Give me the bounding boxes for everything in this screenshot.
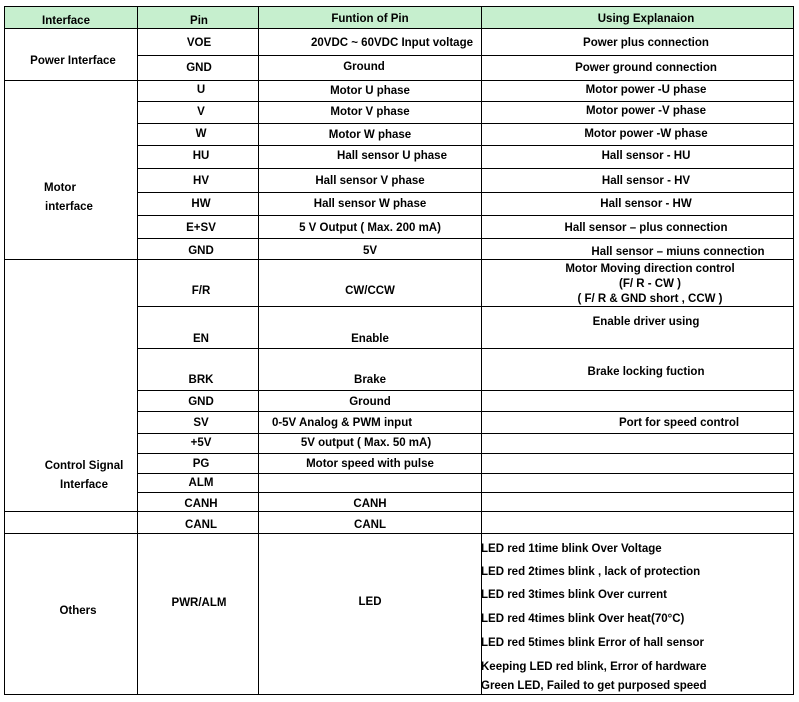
row-divider: [137, 411, 794, 412]
function-cell: 0-5V Analog & PWM input: [271, 417, 413, 429]
pin-cell: U: [196, 84, 206, 96]
pin-cell: HV: [193, 175, 209, 187]
header-explanation: Using Explanaion: [597, 13, 695, 25]
pin-cell: HU: [192, 150, 210, 162]
group-motor-interface: interface: [45, 201, 93, 213]
explanation-cell: Hall sensor - HW: [600, 198, 692, 210]
function-cell: Motor speed with pulse: [306, 458, 434, 470]
pin-cell: PG: [192, 458, 210, 470]
pin-cell: F/R: [191, 285, 211, 297]
row-divider: [137, 306, 794, 307]
led-code-line: LED red 1time blink Over Voltage: [481, 543, 662, 555]
row-divider: [137, 192, 794, 193]
row-divider: [137, 55, 794, 56]
pin-cell: BRK: [188, 374, 214, 386]
pin-cell: GND: [188, 245, 214, 257]
explanation-cell: Hall sensor – miuns connection: [591, 246, 765, 258]
row-divider: [137, 123, 794, 124]
led-code-line: Keeping LED red blink, Error of hardware: [481, 661, 707, 673]
explanation-cell: Motor Moving direction control: [565, 263, 735, 275]
pin-cell: E+SV: [186, 222, 216, 234]
explanation-cell: Motor power -V phase: [585, 105, 707, 117]
row-divider: [137, 145, 794, 146]
explanation-cell: Power ground connection: [575, 62, 717, 74]
explanation-cell: Port for speed control: [618, 417, 740, 429]
function-cell: LED: [358, 596, 382, 608]
row-divider: [4, 511, 794, 512]
pin-cell: +5V: [190, 437, 212, 449]
function-cell: 5 V Output ( Max. 200 mA): [299, 222, 441, 234]
pin-cell: GND: [186, 62, 212, 74]
function-cell: 5V: [362, 245, 378, 257]
function-cell: Hall sensor W phase: [313, 198, 427, 210]
led-code-line: LED red 2times blink , lack of protection: [481, 566, 701, 578]
explanation-cell: (F/ R - CW ): [619, 278, 681, 290]
explanation-cell: ( F/ R & GND short , CCW ): [577, 293, 723, 305]
row-divider: [137, 101, 794, 102]
group-control-signal: Control Signal: [44, 460, 124, 472]
row-divider: [137, 215, 794, 216]
explanation-cell: Hall sensor – plus connection: [564, 222, 728, 234]
row-divider: [4, 80, 794, 81]
pin-cell: PWR/ALM: [171, 597, 227, 609]
table-border-right: [793, 6, 794, 695]
function-cell: Motor V phase: [330, 106, 410, 118]
pin-cell: CANH: [184, 498, 218, 510]
function-cell: 20VDC ~ 60VDC Input voltage: [311, 37, 473, 49]
function-cell: CW/CCW: [345, 285, 395, 297]
row-divider: [137, 168, 794, 169]
group-power-interface: Power Interface: [30, 55, 116, 67]
function-cell: 5V output ( Max. 50 mA): [300, 437, 432, 449]
pin-cell: VOE: [186, 37, 212, 49]
row-divider: [137, 390, 794, 391]
row-divider: [4, 28, 794, 29]
explanation-cell: Enable driver using: [592, 316, 700, 328]
function-cell: Ground: [343, 61, 385, 73]
function-cell: Hall sensor U phase: [337, 150, 447, 162]
group-control-signal: Interface: [60, 479, 108, 491]
column-divider: [258, 6, 259, 695]
function-cell: CANL: [354, 519, 386, 531]
column-divider: [137, 6, 138, 695]
row-divider: [137, 492, 794, 493]
function-cell: Hall sensor V phase: [315, 175, 425, 187]
explanation-cell: Hall sensor - HV: [601, 175, 691, 187]
table-border-left: [4, 6, 5, 695]
header-interface: Interface: [42, 15, 90, 27]
table-border-top: [4, 6, 794, 7]
row-divider: [137, 473, 794, 474]
pin-cell: GND: [188, 396, 214, 408]
pin-table: [4, 6, 794, 695]
explanation-cell: Hall sensor - HU: [601, 150, 691, 162]
group-motor-interface: Motor: [44, 182, 76, 194]
pin-cell: W: [195, 128, 207, 140]
pin-cell: ALM: [188, 477, 214, 489]
row-divider: [4, 533, 794, 534]
function-cell: Ground: [349, 396, 391, 408]
row-divider: [137, 453, 794, 454]
table-border-bottom: [4, 694, 794, 695]
row-divider: [137, 238, 794, 239]
function-cell: CANH: [353, 498, 387, 510]
function-cell: Brake: [354, 374, 386, 386]
explanation-cell: Power plus connection: [583, 37, 709, 49]
header-pin: Pin: [190, 15, 208, 27]
pin-cell: HW: [191, 198, 211, 210]
led-code-line: LED red 5times blink Error of hall sensor: [481, 637, 705, 649]
pin-cell: SV: [193, 417, 209, 429]
function-cell: Motor U phase: [330, 85, 410, 97]
pin-cell: V: [197, 106, 205, 118]
explanation-cell: Brake locking fuction: [587, 366, 705, 378]
led-code-line: LED red 4times blink Over heat(70°C): [481, 613, 685, 625]
pin-cell: EN: [193, 333, 209, 345]
function-cell: Enable: [351, 333, 389, 345]
row-divider: [4, 259, 794, 260]
row-divider: [137, 348, 794, 349]
group-others: Others: [59, 605, 97, 617]
explanation-cell: Motor power -W phase: [584, 128, 708, 140]
led-code-line: Green LED, Failed to get purposed speed: [481, 680, 707, 692]
led-code-line: LED red 3times blink Over current: [481, 589, 667, 601]
explanation-cell: Motor power -U phase: [585, 84, 707, 96]
header-function: Funtion of Pin: [331, 13, 409, 25]
row-divider: [137, 433, 794, 434]
function-cell: Motor W phase: [328, 129, 412, 141]
pin-cell: CANL: [185, 519, 217, 531]
